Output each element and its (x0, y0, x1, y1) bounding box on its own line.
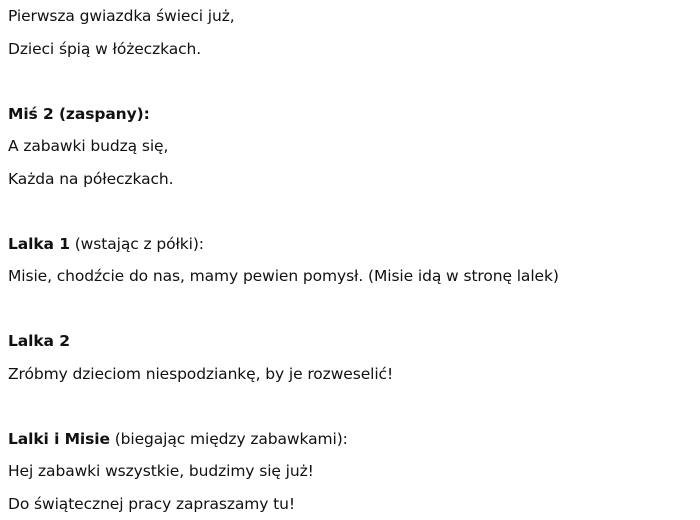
speaker-heading (8, 423, 692, 456)
stanza-gap (8, 390, 692, 423)
speaker-name: Lalki i Misie (8, 429, 110, 448)
speaker-heading (8, 228, 692, 261)
stage-direction: (biegając między zabawkami): (109, 429, 348, 448)
speaker-name: Miś 2 (zaspany): (8, 104, 150, 123)
speaker-heading (8, 98, 692, 131)
verse-line: Hej zabawki wszystkie, budzimy się już! (8, 462, 314, 480)
verse-line: Do świątecznej pracy zapraszamy tu! (8, 494, 295, 513)
stanza-gap (8, 195, 692, 228)
verse-line: Pierwsza gwiazdka świeci już, (8, 7, 235, 25)
verse-line: Misie, chodźcie do nas, mamy pewien pomysł. (Misie idą w stronę lalek) (8, 267, 559, 285)
verse-line: Każda na półeczkach. (8, 169, 174, 188)
stage-direction: (wstając z półki): (69, 234, 204, 253)
speaker-name: Lalka 2 (8, 332, 70, 350)
verse-line: Dzieci śpią w łóżeczkach. (8, 39, 202, 58)
verse-line: A zabawki budzą się, (8, 137, 169, 155)
stanza-gap (8, 65, 692, 98)
speaker-name: Lalka 1 (8, 234, 70, 253)
stanza-gap (8, 293, 692, 326)
speaker-heading (8, 325, 692, 358)
verse-line: Zróbmy dzieciom niespodziankę, by je rozweselić! (8, 364, 394, 383)
script-document (8, 0, 692, 520)
